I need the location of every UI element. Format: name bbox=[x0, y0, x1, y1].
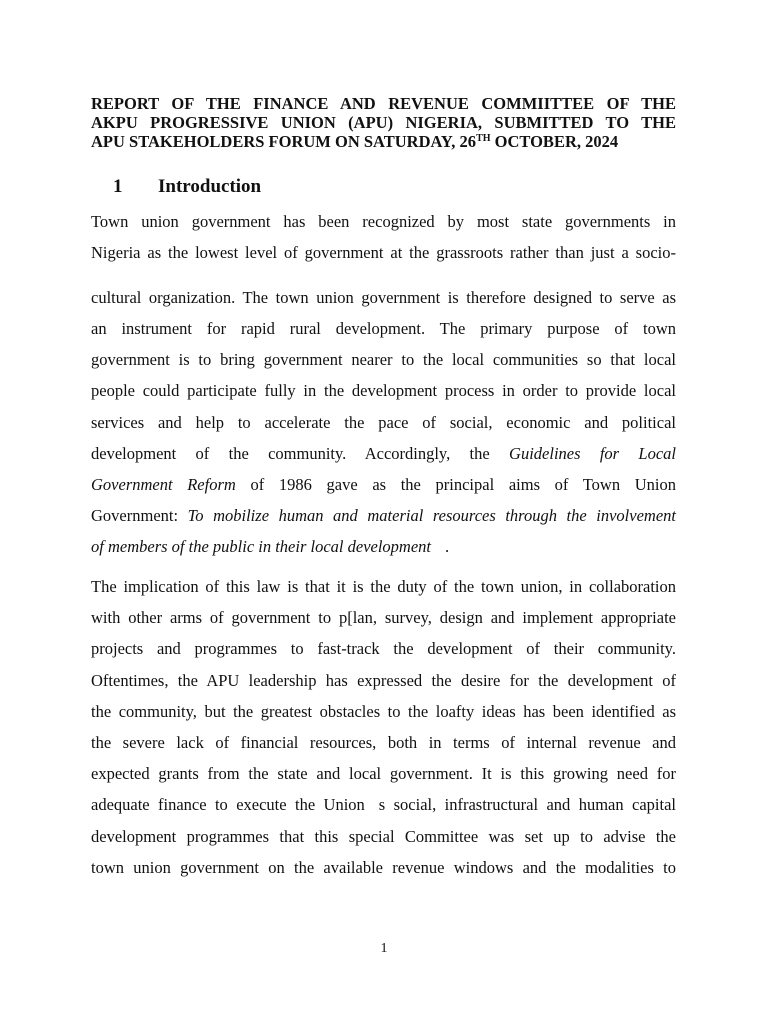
paragraph-line: Oftentimes, the APU leadership has expressed the desire for the development of bbox=[91, 671, 676, 690]
paragraph-line: cultural organization. The town union government is therefore designed to serve as bbox=[91, 288, 676, 307]
line-text: s social, infrastructural and human capital bbox=[378, 795, 676, 814]
paragraph-line: the community, but the greatest obstacles to the loafty ideas has been identified as bbox=[91, 702, 676, 721]
paragraph-line: Nigeria as the lowest level of government at the grassroots rather than just a socio- bbox=[91, 243, 676, 262]
section-title: Introduction bbox=[158, 176, 262, 197]
paragraph-line: services and help to accelerate the pace of social, economic and political bbox=[91, 413, 676, 432]
italic-quote: of members of the public in their local development bbox=[91, 537, 432, 556]
title-text: APU STAKEHOLDERS FORUM ON SATURDAY, 26 bbox=[91, 132, 477, 151]
ordinal-superscript: TH bbox=[476, 133, 491, 144]
italic-reference: Guidelines for Local bbox=[509, 444, 676, 463]
italic-quote: To mobilize human and material resources through the involvement bbox=[187, 506, 676, 525]
paragraph-line: projects and programmes to fast-track the development of their community. bbox=[91, 639, 676, 658]
paragraph-line: an instrument for rapid rural development. The primary purpose of town bbox=[91, 319, 676, 338]
section-number: 1 bbox=[113, 176, 123, 197]
paragraph-line: Town union government has been recognized by most state governments in bbox=[91, 212, 676, 231]
line-text: Government: bbox=[91, 506, 188, 525]
paragraph-line bbox=[91, 537, 676, 557]
title-line: REPORT OF THE FINANCE AND REVENUE COMMIITTEE OF THE bbox=[91, 94, 676, 113]
paragraph-line: The implication of this law is that it is the duty of the town union, in collaboration bbox=[91, 577, 676, 596]
paragraph-line: government is to bring government nearer to the local communities so that local bbox=[91, 350, 676, 369]
line-text: adequate finance to execute the Union bbox=[91, 795, 365, 814]
paragraph-line bbox=[91, 475, 676, 495]
paragraph-line: with other arms of government to p[lan, survey, design and implement appropriate bbox=[91, 608, 676, 627]
paragraph-line: people could participate fully in the development process in order to provide local bbox=[91, 381, 676, 400]
line-text: development of the community. Accordingly, the bbox=[91, 444, 510, 463]
section-heading bbox=[113, 176, 261, 198]
paragraph-line: the severe lack of financial resources, both in terms of internal revenue and bbox=[91, 733, 676, 752]
paragraph-line: expected grants from the state and local government. It is this growing need for bbox=[91, 764, 676, 783]
title-line bbox=[91, 132, 676, 151]
report-title bbox=[91, 94, 676, 151]
line-text: . bbox=[445, 537, 450, 556]
paragraph-line bbox=[91, 444, 676, 464]
page-number: 1 bbox=[380, 941, 388, 956]
italic-reference: Government Reform bbox=[91, 475, 236, 494]
title-line: AKPU PROGRESSIVE UNION (APU) NIGERIA, SUBMITTED TO THE bbox=[91, 113, 676, 132]
title-text: OCTOBER, 2024 bbox=[490, 132, 619, 151]
paragraph-line: development programmes that this special Committee was set up to advise the bbox=[91, 827, 676, 846]
line-text: of 1986 gave as the principal aims of Town Union bbox=[235, 475, 676, 494]
paragraph-line bbox=[91, 795, 676, 815]
paragraph-line: town union government on the available revenue windows and the modalities to bbox=[91, 858, 676, 877]
paragraph-line bbox=[91, 506, 676, 526]
